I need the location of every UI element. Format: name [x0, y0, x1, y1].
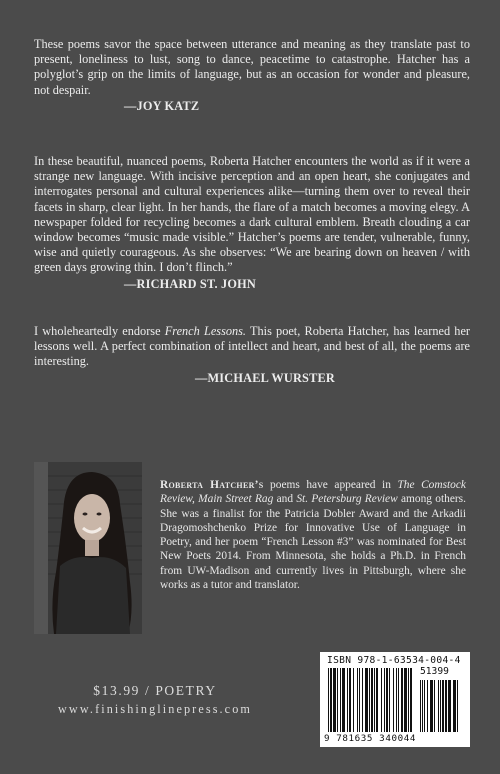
author-bio: Roberta Hatcher’s poems have appeared in The Comstock Review, Main Street Rag and St. Petersburg Review among others. She was a finalist for the Patricia Dobler Award and the Arkadii Dragomoshchenko Prize for Innovative Use of Language in Poetry, and her poem “French Lesson #3” was nominated for Best New Poets 2014. From Minnesota, she holds a Ph.D. in French from UW-Madison and currently lives in Pittsburgh, where she works as a tutor and translator.: [160, 479, 466, 592]
blurb-michael-wurster: [34, 324, 470, 386]
blurb-text: These poems savor the space between utterance and meaning as they translate past to present, loneliness to lust, song to dance, peacetime to catastrophe. Hatcher has a polyglot’s grip on the limits of language, but as an occasion for wonder and pleasure, not despair.: [34, 37, 470, 97]
book-title: French Lessons.: [164, 324, 247, 338]
author-photo: [34, 462, 142, 634]
isbn-barcode: [320, 652, 470, 747]
blurb-attribution: —RICHARD ST. JOHN: [124, 276, 256, 291]
isbn-label: ISBN 978-1-63534-004-4: [327, 655, 461, 666]
blurb-richard-st-john: [34, 154, 470, 292]
blurb-joy-katz: [34, 37, 470, 114]
publisher-website: www.finishinglinepress.com: [58, 702, 252, 716]
blurb-attribution: —MICHAEL WURSTER: [195, 370, 335, 385]
blurb-text: In these beautiful, nuanced poems, Roberta Hatcher encounters the world as if it were a strange new language. With incisive perception and an open heart, she conjugates and interrogates personal and cultural experiences alike—turning them over to reveal their facets in sharp, clear light. In her hands, the flare of a match becomes a moving elegy. A newspaper folded for recycling becomes a dark cultural emblem. Breath clouding a car window becomes “music made visible.” Hatcher’s poems are tender, vulnerable, funny, wise and quietly courageous. As she observes: “We are bearing down on heaven / with green days growing thin. I don’t flinch.”: [34, 154, 470, 275]
price-genre: $13.99 / POETRY: [93, 683, 217, 698]
author-name: Roberta Hatcher’s: [160, 479, 264, 491]
blurb-attribution: —JOY KATZ: [124, 98, 200, 113]
ean-digits: 9 781635 340044: [324, 733, 416, 744]
barcode-price-code: 51399: [420, 666, 449, 677]
blurb-text: I wholeheartedly endorse French Lessons. This poet, Roberta Hatcher, has learned her lessons well. A perfect combination of intellect and heart, and best of all, the poems are interesting.: [34, 324, 470, 369]
